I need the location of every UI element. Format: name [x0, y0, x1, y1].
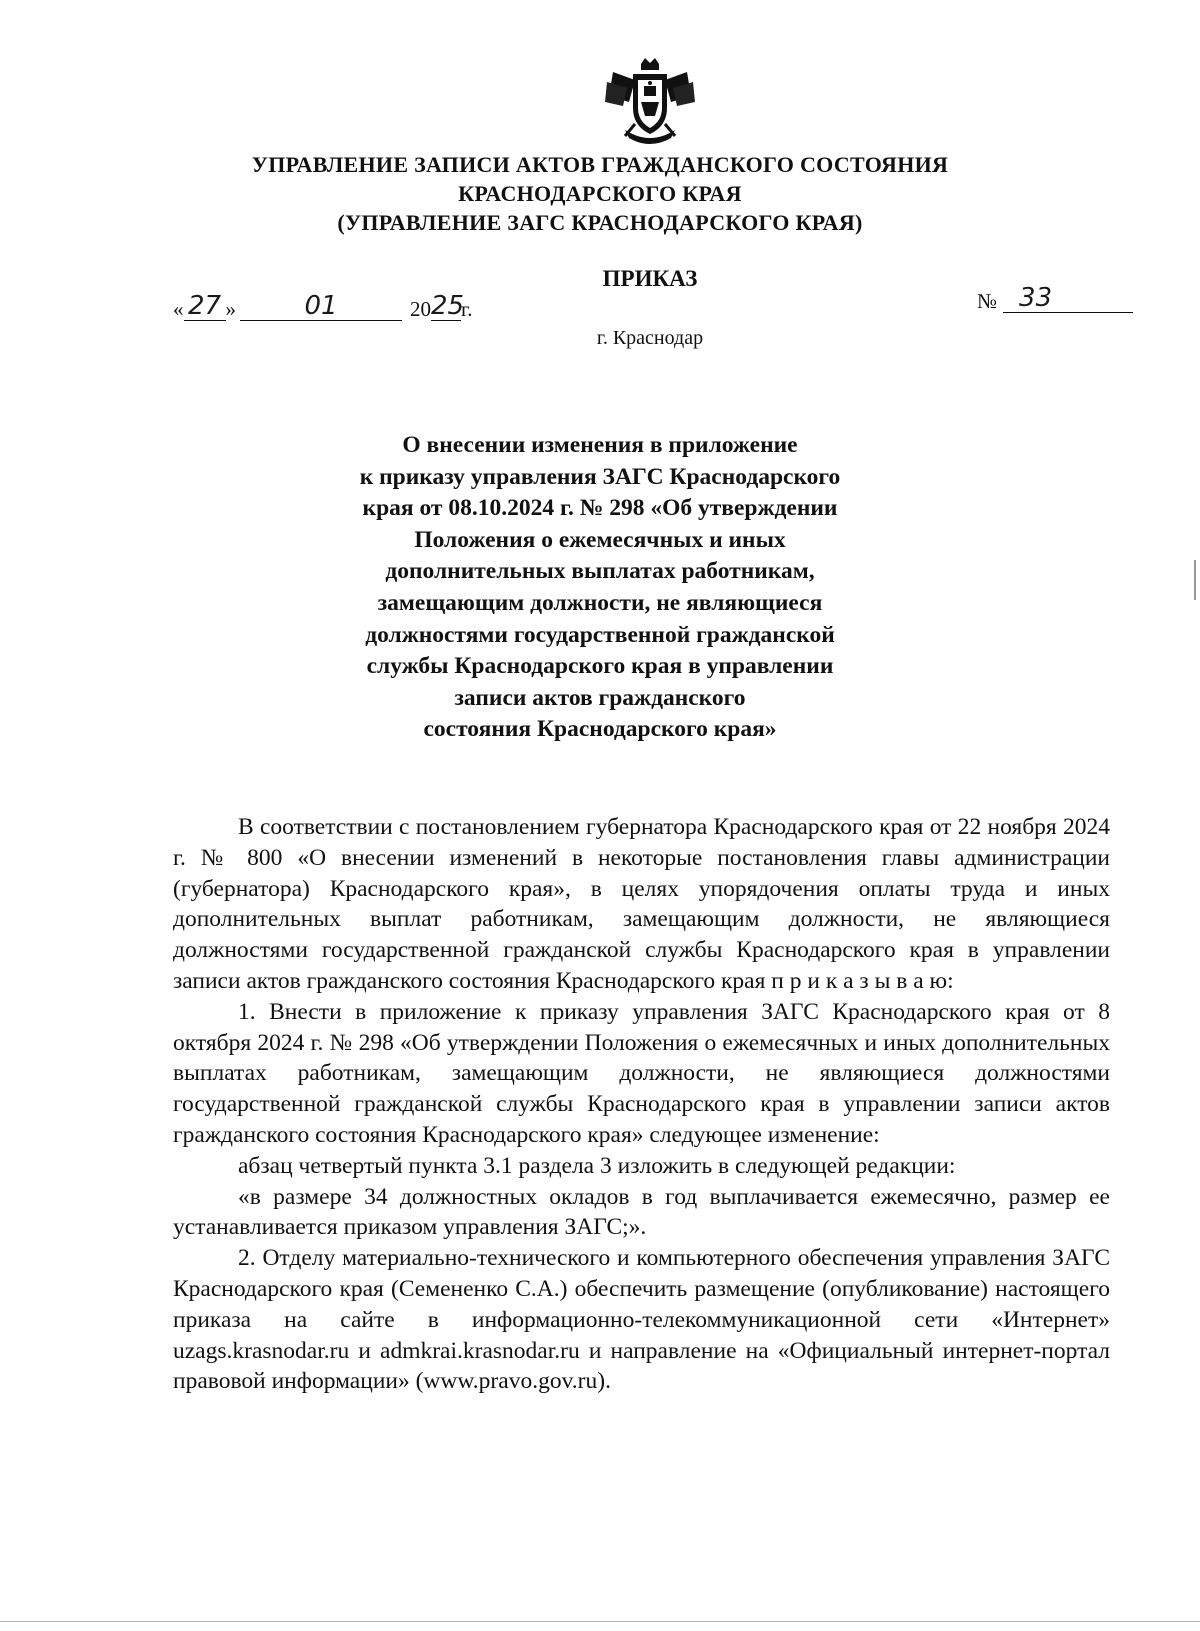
subject-line: состояния Краснодарского края» — [423, 716, 777, 743]
subject-line: Положения о ежемесячных и иных — [414, 526, 786, 553]
org-region-line: КРАСНОДАРСКОГО КРАЯ — [458, 181, 742, 206]
subject-line: замещающим должности, не являющиеся — [377, 589, 823, 616]
date-day-field: 27 — [184, 292, 226, 321]
scan-edge-line — [0, 1621, 1200, 1622]
order-body — [173, 812, 1110, 1397]
subject-line: дополнительных выплатах работникам, — [385, 558, 815, 585]
document-type-title: ПРИКАЗ — [602, 266, 698, 291]
krasnodar-krai-coat-of-arms-icon — [605, 58, 695, 146]
subject-line: края от 08.10.2024 г. № 298 «Об утверждении — [362, 495, 838, 522]
subject-line: должностями государственной гражданской — [365, 621, 835, 648]
subject-line: к приказу управления ЗАГС Краснодарского — [359, 463, 841, 490]
number-sign: № — [977, 289, 998, 313]
date-year-unit: г. — [461, 297, 473, 321]
body-paragraph-amendment-intro: абзац четвертый пункта 3.1 раздела 3 изложить в следующей редакции: — [238, 1152, 956, 1179]
date-month-field: 01 — [240, 292, 402, 321]
subject-line: О внесении изменения в приложение — [402, 432, 798, 458]
date-year-field: 25 — [431, 291, 465, 321]
body-paragraph-item-1: 1. Внести в приложение к приказу управления ЗАГС Краснодарского края от 8 октября 2024 г. № 298 «Об утверждении Положения о ежемесячных и иных дополнительных выплатах работникам, замещающим должности, не являющиеся должностями государственной гражданской службы Краснодарского края в управлении записи актов гражданского состояния Краснодарского края» следующее изменение: — [173, 998, 1110, 1148]
order-subject — [250, 430, 950, 746]
order-number-field: 33 — [1003, 284, 1133, 313]
org-short-name-line: (УПРАВЛЕНИЕ ЗАГС КРАСНОДАРСКОГО КРАЯ) — [337, 210, 863, 235]
date-open-quote: « — [173, 297, 184, 321]
order-number — [977, 284, 1133, 313]
org-name-line: УПРАВЛЕНИЕ ЗАПИСИ АКТОВ ГРАЖДАНСКОГО СОСТОЯНИЯ — [251, 152, 949, 177]
date-year-prefix: 20 — [410, 297, 431, 321]
body-paragraph-preamble: В соответствии с постановлением губернатора Краснодарского края от 22 ноября 2024 г. № 800 «О внесении изменений в некоторые постановления главы администрации (губернатора) Краснодарского края», в целях упорядочения оплаты труда и иных дополнительных выплат работникам, замещающим должности, не являющиеся должностями государственной гражданской службы Краснодарского края в управлении записи актов гражданского состояния Краснодарского края п р и к а з ы в а ю: — [173, 814, 1110, 994]
body-paragraph-item-2: 2. Отделу материально-технического и компьютерного обеспечения управления ЗАГС Краснодарского края (Семененко С.А.) обеспечить размещение (опубликование) настоящего приказа на сайте в информационно-телекоммуникационной сети «Интернет» uzags.krasnodar.ru и admkrai.krasnodar.ru и направление на «Официальный интернет-портал правовой информации» (www.pravo.gov.ru). — [173, 1245, 1110, 1395]
body-paragraph-amendment-text: «в размере 34 должностных окладов в год выплачивается ежемесячно, размер ее устанавливается приказом управления ЗАГС;». — [173, 1183, 1110, 1241]
date-close-quote: » — [225, 297, 236, 321]
organization-header — [150, 150, 1050, 237]
issue-city: г. Краснодар — [596, 327, 704, 349]
order-date — [173, 292, 473, 321]
subject-line: записи актов гражданского — [454, 684, 746, 711]
scan-edge-mark — [1194, 560, 1196, 600]
subject-line: службы Краснодарского края в управлении — [366, 653, 834, 680]
